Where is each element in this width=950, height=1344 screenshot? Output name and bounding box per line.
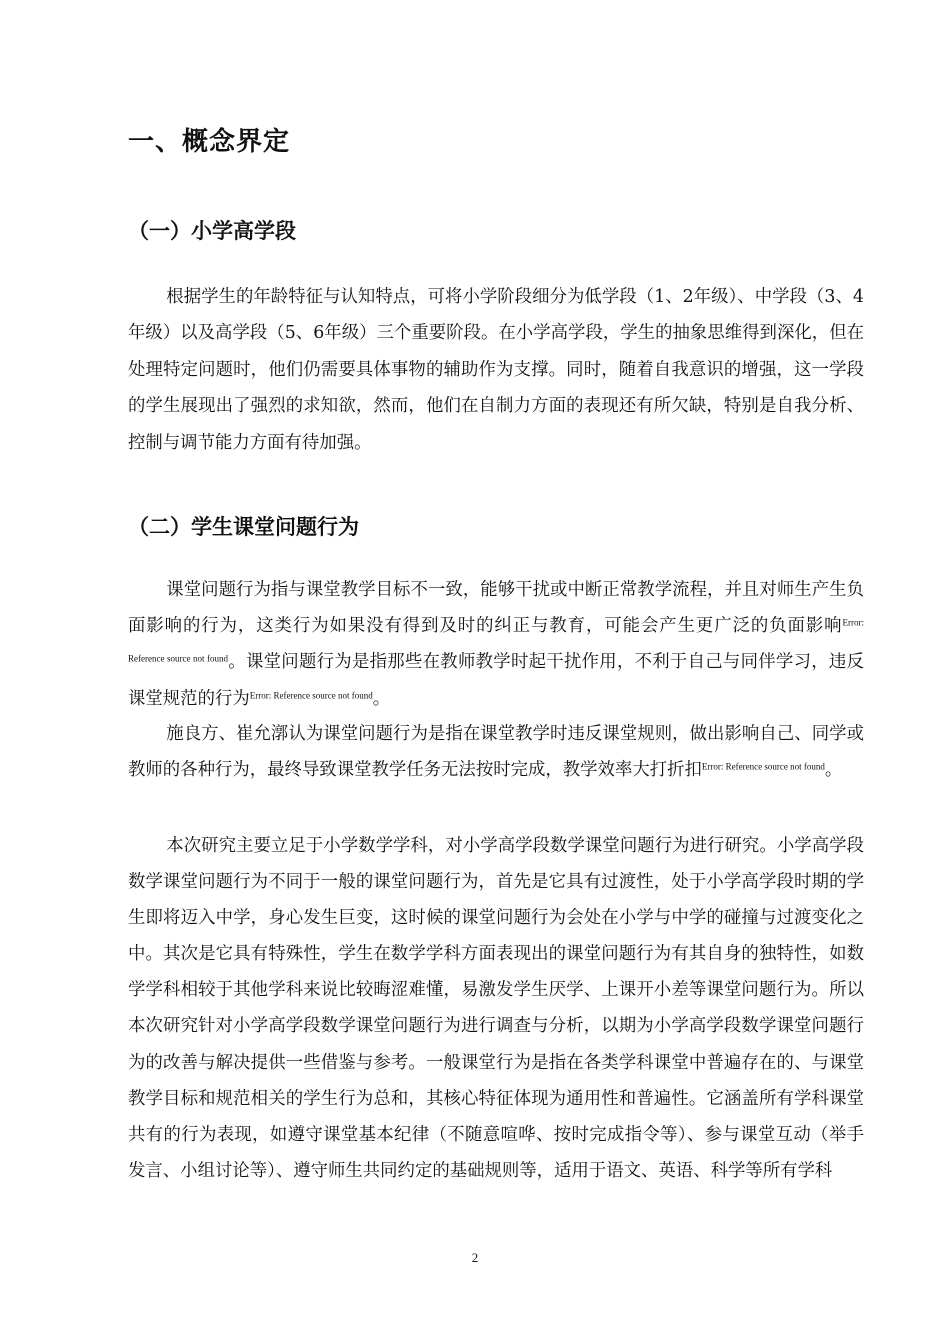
reference-error-1: Error: Reference source not found [128,617,864,665]
paragraph-2-text-b: 。课堂问题行为是指那些在教师教学时起干扰作用，不利于自己与同伴学习，违反课堂规范的行为 [128,652,864,709]
paragraph-2 [128,572,864,717]
reference-error-2: Error: Reference source not found [249,690,373,701]
paragraph-2-text-a: 课堂问题行为指与课堂教学目标不一致，能够干扰或中断正常教学流程，并且对师生产生负面影响的行为，这类行为如果没有得到及时的纠正与教育，可能会产生更广泛的负面影响 [128,580,864,637]
paragraph-3 [128,716,864,789]
paragraph-4: 本次研究主要立足于小学数学学科，对小学高学段数学课堂问题行为进行研究。小学高学段数学课堂问题行为不同于一般的课堂问题行为，首先是它具有过渡性，处于小学高学段时期的学生即将迈入中学，身心发生巨变，这时候的课堂问题行为会处在小学与中学的碰撞与过渡变化之中。其次是它具有特殊性，学生在数学学科方面表现出的课堂问题行为有其自身的独特性，如数学学科相较于其他学科来说比较晦涩难懂，易激发学生厌学、上课开小差等课堂问题行为。所以本次研究针对小学高学段数学课堂问题行为进行调查与分析，以期为小学高学段数学课堂问题行为的改善与解决提供一些借鉴与参考。一般课堂行为是指在各类学科课堂中普遍存在的、与课堂教学目标和规范相关的学生行为总和，其核心特征体现为通用性和普遍性。它涵盖所有学科课堂共有的行为表现，如遵守课堂基本纪律（不随意喧哗、按时完成指令等）、参与课堂互动（举手发言、小组讨论等）、遵守师生共同约定的基础规则等，适用于语文、英语、科学等所有学科 [128,836,864,1181]
page-number: 2 [471,1250,479,1265]
reference-error-3: Error: Reference source not found [701,762,825,773]
chapter-heading: 一、概念界定 [128,127,291,157]
section-title-2: （二）学生课堂问题行为 [128,515,359,539]
paragraph-3-text-b: 。 [824,760,843,781]
paragraph-1: 根据学生的年龄特征与认知特点，可将小学阶段细分为低学段（1、2年级）、中学段（3、4年级）以及高学段（5、6年级）三个重要阶段。在小学高学段，学生的抽象思维得到深化，但在处理特定问题时，他们仍需要具体事物的辅助作为支撑。同时，随着自我意识的增强，这一学段的学生展现出了强烈的求知欲，然而，他们在自制力方面的表现还有所欠缺，特别是自我分析、控制与调节能力方面有待加强。 [128,287,864,453]
paragraph-3-text-a: 施良方、崔允漷认为课堂问题行为是指在课堂教学时违反课堂规则，做出影响自己、同学或教师的各种行为，最终导致课堂教学任务无法按时完成，教学效率大打折扣 [128,724,864,781]
paragraph-2-text-c: 。 [372,688,391,709]
section-title-1: （一）小学高学段 [128,219,296,243]
